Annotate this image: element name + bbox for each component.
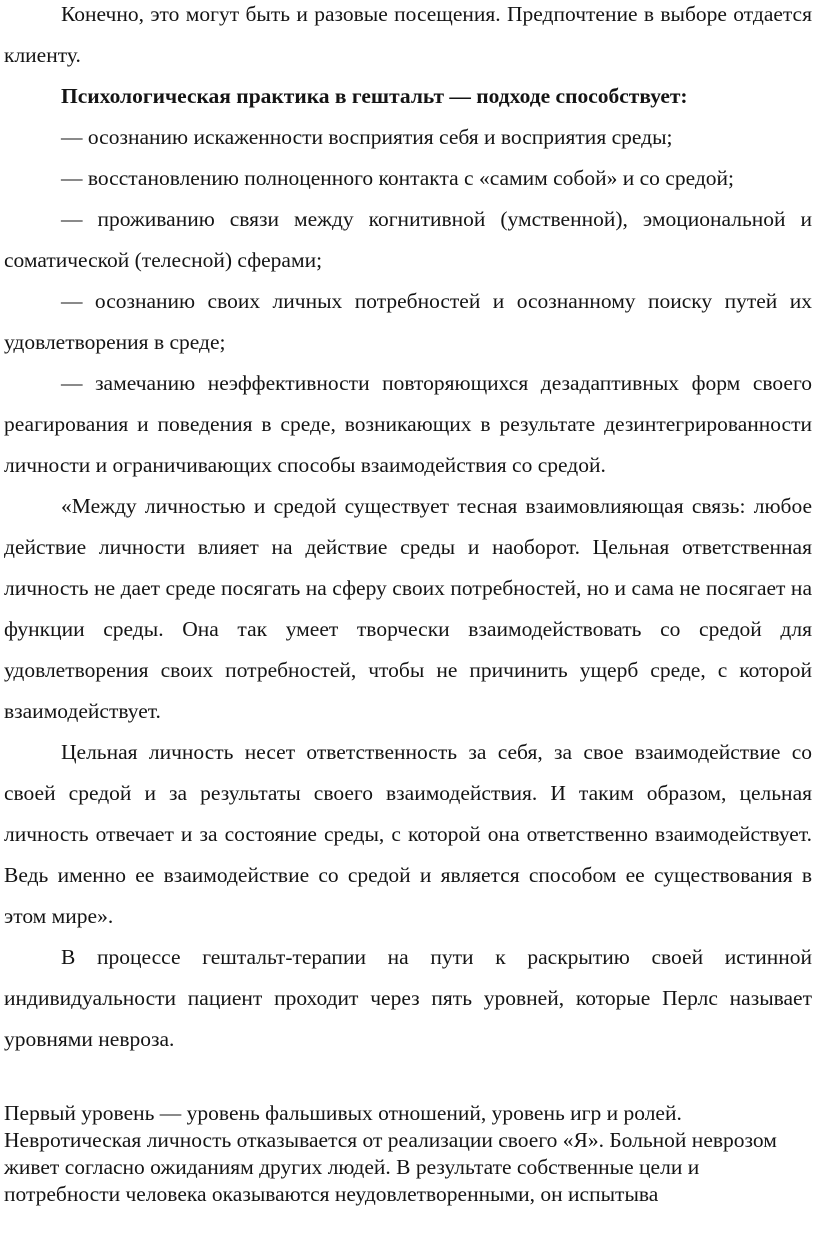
list-item-contact: — восстановлению полноценного контакта с «самим собой» и со средой; xyxy=(61,166,735,190)
paragraph-quote-personality: «Между личностью и средой существует тесная взаимовлияющая связь: любое действие личности влияет на действие среды и наоборот. Цельная ответственная личность не дает среде посягать на сферу своих потребностей, но и сама не посягает на функции среды. Она так умеет творчески взаимодействовать со средой для удовлетворения своих потребностей, чтобы не причинить ущерб среде, с которой взаимодействует. xyxy=(4,494,812,723)
section-heading-gestalt-practice: Психологическая практика в гештальт — подходе способствует: xyxy=(61,84,688,108)
document-body xyxy=(4,0,812,1060)
list-item-needs: — осознанию своих личных потребностей и осознанному поиску путей их удовлетворения в среде; xyxy=(4,289,812,354)
paragraph-therapy-levels: В процессе гештальт-терапии на пути к раскрытию своей истинной индивидуальности пациент проходит через пять уровней, которые Перлс называет уровнями невроза. xyxy=(4,945,812,1051)
paragraph-quote-responsibility: Цельная личность несет ответственность за себя, за свое взаимодействие со своей средой и за результаты своего взаимодействия. И таким образом, цельная личность отвечает и за состояние среды, с которой она ответственно взаимодействует. Ведь именно ее взаимодействие со средой и является способом ее существования в этом мире». xyxy=(4,740,812,928)
list-item-perception: — осознанию искаженности восприятия себя и восприятия среды; xyxy=(61,125,673,149)
paragraph-visit-choice: Конечно, это могут быть и разовые посещения. Предпочтение в выборе отдается клиенту. xyxy=(4,2,812,67)
paragraph-first-level: Первый уровень — уровень фальшивых отношений, уровень игр и ролей. Невротическая личность отказывается от реализации своего «Я». Больной неврозом живет согласно ожиданиям других людей. В результате собственные цели и потребности человека оказываются неудовлетворенными, он испытыва xyxy=(4,1101,777,1206)
list-item-maladaptive: — замечанию неэффективности повторяющихся дезадаптивных форм своего реагирования и поведения в среде, возникающих в результате дезинтегрированности личности и ограничивающих способы взаимодействия со средой. xyxy=(4,371,812,477)
document-body-single xyxy=(4,1100,812,1208)
list-item-spheres: — проживанию связи между когнитивной (умственной), эмоциональной и соматической (телесной) сферами; xyxy=(4,207,812,272)
